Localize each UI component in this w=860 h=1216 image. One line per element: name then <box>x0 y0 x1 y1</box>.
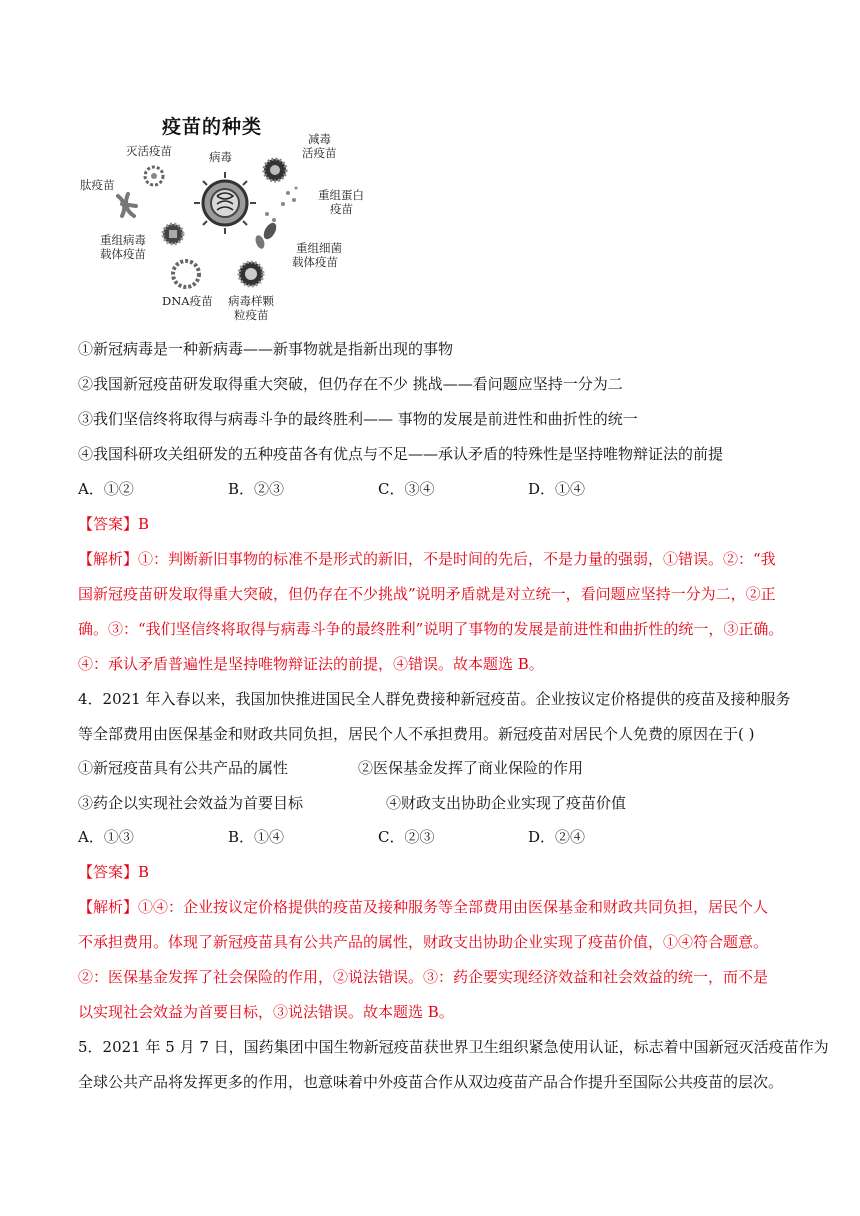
q4-analysis-line-3: ②：医保基金发挥了社会保险的作用，②说法错误。③：药企要实现经济效益和社会效益的统一，而不是 <box>78 968 769 986</box>
label-virus: 病毒 <box>209 150 232 164</box>
label-dna: DNA疫苗 <box>162 294 213 308</box>
label-vlp-2: 粒疫苗 <box>234 308 269 322</box>
attenuated-vaccine-icon <box>264 159 286 181</box>
q4-statement-2: ②医保基金发挥了商业保险的作用 <box>358 759 584 777</box>
q4-option-c: C．②③ <box>378 828 435 846</box>
q4-analysis-line-4: 以实现社会效益为首要目标，③说法错误。故本题选 B。 <box>78 1003 454 1021</box>
label-attenuated-1: 减毒 <box>308 132 331 146</box>
q3-analysis-line-1: 【解析】①：判断新旧事物的标准不是形式的新旧，不是时间的先后，不是力量的强弱，①错误。②：“我 <box>78 550 776 568</box>
label-recombinant-protein-2: 疫苗 <box>330 202 353 216</box>
q3-analysis-line-4: ④：承认矛盾普遍性是坚持唯物辩证法的前提，④错误。故本题选 B。 <box>78 655 544 673</box>
label-viral-vector-2: 载体疫苗 <box>100 247 146 261</box>
q5-stem-line-1: 5．2021 年 5 月 7 日，国药集团中国生物新冠疫苗获世界卫生组织紧急使用认证，标志着中国新冠灭活疫苗作为 <box>78 1038 829 1056</box>
q3-analysis-line-3: 确。③：“我们坚信终将取得与病毒斗争的最终胜利”说明了事物的发展是前进性和曲折性的统一，③正确。 <box>78 620 784 638</box>
virus-icon <box>194 172 256 234</box>
q3-option-b: B．②③ <box>228 480 285 498</box>
q3-statement-1: ①新冠病毒是一种新病毒——新事物就是指新出现的事物 <box>78 340 454 358</box>
label-attenuated-2: 活疫苗 <box>302 146 337 160</box>
q3-answer: 【答案】B <box>78 515 150 533</box>
label-viral-vector-1: 重组病毒 <box>100 233 146 247</box>
inactivated-vaccine-icon <box>145 167 163 185</box>
peptide-vaccine-icon <box>118 194 136 216</box>
q3-analysis-line-2: 国新冠疫苗研发取得重大突破，但仍存在不少挑战”说明矛盾就是对立统一，看问题应坚持一分为二，②正 <box>78 585 776 603</box>
q3-statement-4: ④我国科研攻关组研发的五种疫苗各有优点与不足——承认矛盾的特殊性是坚持唯物辩证法的前提 <box>78 445 724 463</box>
q3-statement-3: ③我们坚信终将取得与病毒斗争的最终胜利—— 事物的发展是前进性和曲折性的统一 <box>78 410 638 428</box>
q4-option-b: B．①④ <box>228 828 285 846</box>
q4-statement-3: ③药企以实现社会效益为首要目标 <box>78 794 304 812</box>
label-bacterial-vector-1: 重组细菌 <box>296 241 342 255</box>
q4-statement-4: ④财政支出协助企业实现了疫苗价值 <box>386 794 627 812</box>
q5-stem-line-2: 全球公共产品将发挥更多的作用，也意味着中外疫苗合作从双边疫苗产品合作提升至国际公共疫苗的层次。 <box>78 1073 784 1091</box>
q3-option-d: D．①④ <box>528 480 586 498</box>
q4-stem-line-2: 等全部费用由医保基金和财政共同负担，居民个人不承担费用。新冠疫苗对居民个人免费的原因在于( ) <box>78 725 755 743</box>
dna-vaccine-icon <box>173 261 199 287</box>
q3-option-c: C．③④ <box>378 480 435 498</box>
vaccine-types-figure <box>78 108 364 330</box>
q4-statement-1: ①新冠疫苗具有公共产品的属性 <box>78 759 289 777</box>
label-peptide: 肽疫苗 <box>80 178 115 192</box>
q4-stem-line-1: 4．2021 年入春以来，我国加快推进国民全人群免费接种新冠疫苗。企业按议定价格提供的疫苗及接种服务 <box>78 690 791 708</box>
label-bacterial-vector-2: 载体疫苗 <box>292 255 338 269</box>
q4-analysis-line-1: 【解析】①④：企业按议定价格提供的疫苗及接种服务等全部费用由医保基金和财政共同负担，居民个人 <box>78 898 769 916</box>
q4-option-d: D．②④ <box>528 828 586 846</box>
figure-title: 疫苗的种类 <box>162 116 263 138</box>
viral-vector-vaccine-icon <box>163 224 183 244</box>
recombinant-protein-vaccine-icon <box>265 187 298 223</box>
q3-option-a: A．①② <box>78 480 134 498</box>
vlp-vaccine-icon <box>239 262 263 286</box>
q4-option-a: A．①③ <box>78 828 134 846</box>
q4-answer: 【答案】B <box>78 863 150 881</box>
q3-statement-2: ②我国新冠疫苗研发取得重大突破，但仍存在不少 挑战——看问题应坚持一分为二 <box>78 375 623 393</box>
label-vlp-1: 病毒样颗 <box>228 294 274 308</box>
label-recombinant-protein-1: 重组蛋白 <box>318 188 364 202</box>
label-inactivated: 灭活疫苗 <box>126 144 172 158</box>
bacterial-vector-vaccine-icon <box>254 221 279 250</box>
q4-analysis-line-2: 不承担费用。体现了新冠疫苗具有公共产品的属性，财政支出协助企业实现了疫苗价值，①④符合题意。 <box>78 933 769 951</box>
